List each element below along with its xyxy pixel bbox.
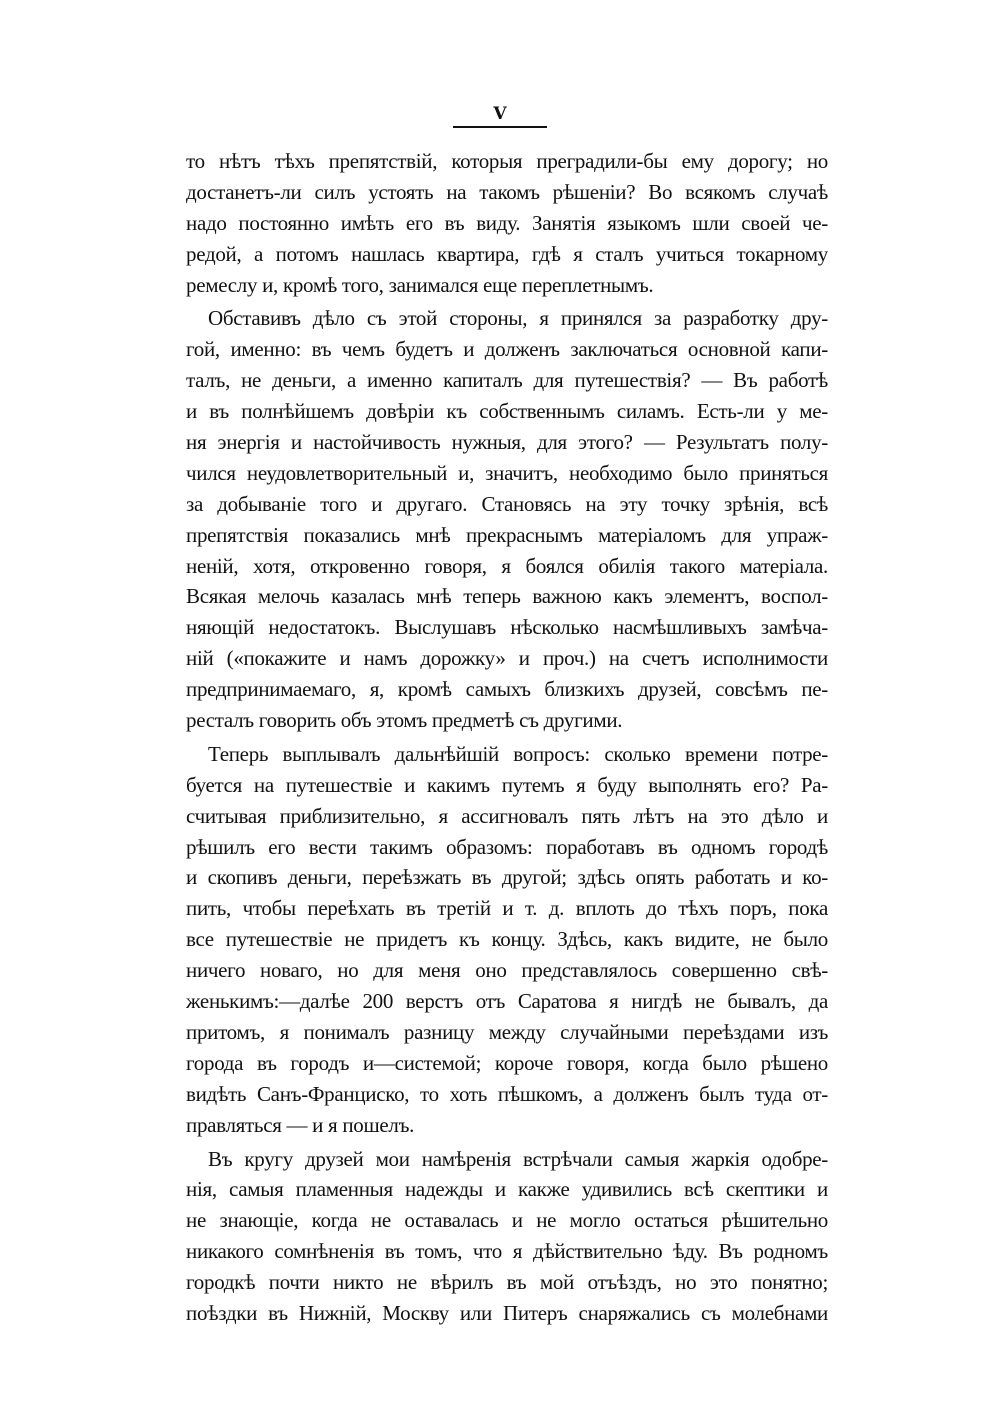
page-number: V [453, 104, 546, 128]
text-line: неній, хотя, откровенно говоря, я боялся обилія такого матеріала. [186, 553, 828, 578]
text-line: рѣшилъ его вести такимъ образомъ: поработавъ въ одномъ городѣ [186, 834, 828, 859]
text-line: талъ, не деньги, а именно капиталъ для путешествія? — Въ работѣ [186, 368, 828, 393]
paragraph-4 [186, 1144, 828, 1329]
text-line: гой, именно: въ чемъ будетъ и долженъ заключаться основной капи- [186, 337, 828, 362]
text-line: надо постоянно имѣть его въ виду. Занятія языкомъ шли своей че- [186, 210, 828, 235]
text-line: города въ городъ и—системой; короче говоря, когда было рѣшено [186, 1050, 828, 1075]
text-line: нія, самыя пламенныя надежды и какже удивились всѣ скептики и [186, 1177, 828, 1202]
text-line: ничего новаго, но для меня оно представлялось совершенно свѣ- [186, 958, 828, 983]
text-line: и въ полнѣйшемъ довѣріи къ собственнымъ силамъ. Есть-ли у ме- [186, 399, 828, 424]
paragraph-2 [186, 303, 828, 735]
text-line: ресталъ говорить объ этомъ предметѣ съ другими. [186, 708, 623, 733]
text-line: женькимъ:—далѣе 200 верстъ отъ Саратова я нигдѣ не бывалъ, да [186, 989, 828, 1014]
text-line: и скопивъ деньги, переѣзжать въ другой; здѣсь опять работать и ко- [186, 865, 828, 890]
text-line: буется на путешествіе и какимъ путемъ я буду выполнять его? Ра- [186, 772, 828, 797]
text-line: Теперь выплывалъ дальнѣйшій вопросъ: сколько времени потре- [208, 741, 828, 766]
text-line: чился неудовлетворительный и, значитъ, необходимо было приняться [186, 460, 828, 485]
text-line: поѣздки въ Нижній, Москву или Питеръ снаряжались съ молебнами [186, 1300, 828, 1325]
text-line: Всякая мелочь казалась мнѣ теперь важною какъ элементъ, воспол- [186, 584, 828, 609]
text-line: все путешествіе не придетъ къ концу. Здѣсь, какъ видите, не было [186, 927, 828, 952]
text-line: пить, чтобы переѣхать въ третій и т. д. вплоть до тѣхъ поръ, пока [186, 896, 828, 921]
text-line: за добываніе того и другаго. Становясь на эту точку зрѣнія, всѣ [186, 491, 828, 516]
page-header [0, 104, 1000, 128]
text-line: видѣть Санъ-Франциско, то хоть пѣшкомъ, а долженъ былъ туда от- [186, 1081, 828, 1106]
text-line: городкѣ почти никто не вѣрилъ въ мой отъѣздъ, но это понятно; [186, 1270, 828, 1295]
text-line: никакого сомнѣненія въ томъ, что я дѣйствительно ѣду. Въ родномъ [186, 1239, 828, 1264]
text-line: Обставивъ дѣло съ этой стороны, я принялся за разработку дру- [208, 306, 828, 331]
text-line: правляться — и я пошелъ. [186, 1112, 415, 1137]
text-line: предпринимаемаго, я, кромѣ самыхъ близкихъ друзей, совсѣмъ пе- [186, 677, 828, 702]
text-line: достанетъ-ли силъ устоять на такомъ рѣшеніи? Во всякомъ случаѣ [186, 179, 828, 204]
paragraph-3 [186, 739, 828, 1141]
text-line: препятствія показались мнѣ прекраснымъ матеріаломъ для упраж- [186, 522, 828, 547]
text-line: то нѣтъ тѣхъ препятствій, которыя преградили-бы ему дорогу; но [186, 149, 828, 173]
paragraph-1 [186, 146, 828, 300]
text-line: няющій недостатокъ. Выслушавъ нѣсколько насмѣшливыхъ замѣча- [186, 615, 828, 640]
text-line: редой, а потомъ нашлась квартира, гдѣ я сталъ учиться токарному [186, 241, 828, 266]
text-line: ремеслу и, кромѣ того, занимался еще переплетнымъ. [186, 272, 654, 297]
text-line: Въ кругу друзей мои намѣренія встрѣчали самыя жаркія одобре- [208, 1146, 828, 1171]
text-line: ня энергія и настойчивость нужныя, для этого? — Результатъ полу- [186, 430, 828, 455]
text-line: притомъ, я понималъ разницу между случайными переѣздами изъ [186, 1019, 828, 1044]
text-line: считывая приблизительно, я ассигновалъ пять лѣтъ на это дѣло и [186, 803, 828, 828]
text-line: не знающіе, когда не оставалась и не могло остаться рѣшительно [186, 1208, 828, 1233]
text-line: ній («покажите и намъ дорожку» и проч.) на счетъ исполнимости [186, 646, 828, 671]
body-text [186, 146, 828, 1332]
